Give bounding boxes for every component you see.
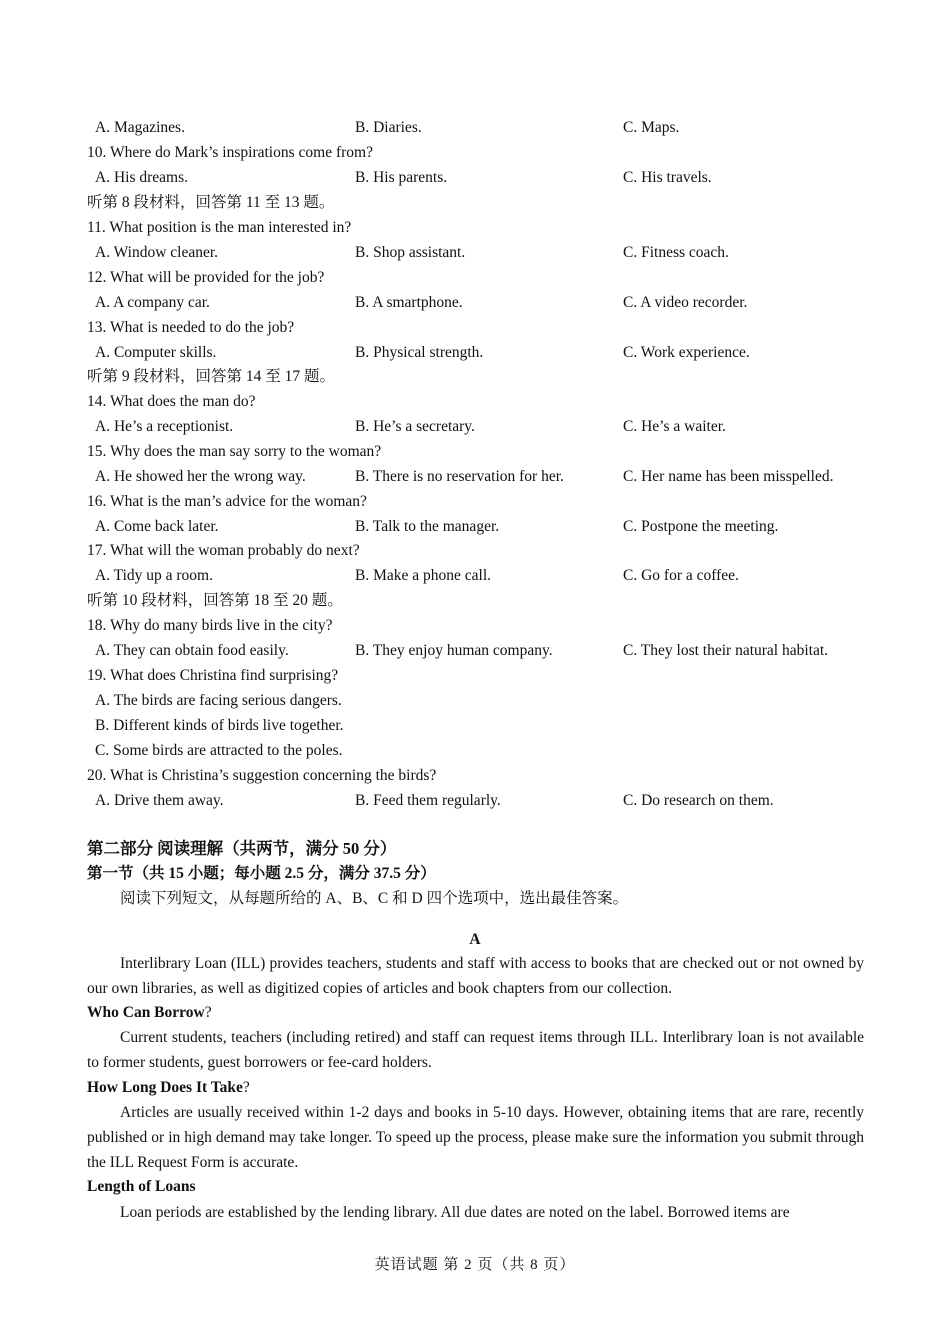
option-b: B. Shop assistant. (355, 244, 466, 261)
option-b: B. A smartphone. (355, 294, 463, 311)
option-b: B. Different kinds of birds live together. (95, 717, 344, 734)
material-header: 听第 10 段材料，回答第 18 至 20 题。 (87, 592, 343, 609)
option-a: A. Window cleaner. (95, 244, 219, 261)
subheading-text: How Long Does It Take (87, 1079, 243, 1096)
option-a: A. He’s a receptionist. (95, 418, 234, 435)
paragraph: Articles are usually received within 1-2 days and books in 5-10 days. However, obtaining items that are rare, recently published or in high demand may take longer. To speed up the process, please make sure the information you submit through the ILL Request Form is accurate. (87, 1104, 864, 1171)
paragraph: Loan periods are established by the lending library. All due dates are noted on the label. Borrowed items are (120, 1204, 790, 1221)
question-text: 14. What does the man do? (87, 393, 256, 410)
option-b: B. Feed them regularly. (355, 792, 501, 809)
option-a: A. The birds are facing serious dangers. (95, 692, 342, 709)
option-a: A. Come back later. (95, 518, 219, 535)
question-text: 17. What will the woman probably do next? (87, 542, 360, 559)
question-text: 19. What does Christina find surprising? (87, 667, 339, 684)
option-a: A. A company car. (95, 294, 210, 311)
subheading-punct: ? (242, 1079, 250, 1096)
material-header: 听第 9 段材料，回答第 14 至 17 题。 (87, 368, 336, 385)
option-c: C. Fitness coach. (623, 244, 729, 261)
section-title: 第一节（共 15 小题；每小题 2.5 分，满分 37.5 分） (87, 865, 436, 882)
option-c: C. A video recorder. (623, 294, 748, 311)
option-c: C. His travels. (623, 169, 712, 186)
option-b: B. There is no reservation for her. (355, 468, 564, 485)
option-b: B. His parents. (355, 169, 448, 186)
option-b: B. Physical strength. (355, 344, 484, 361)
option-c: C. Postpone the meeting. (623, 518, 779, 535)
question-text: 10. Where do Mark’s inspirations come from? (87, 144, 373, 161)
subheading-punct: ? (204, 1004, 212, 1021)
question-text: 18. Why do many birds live in the city? (87, 617, 333, 634)
option-c: C. Do research on them. (623, 792, 774, 809)
option-a: A. Drive them away. (95, 792, 224, 809)
option-a: A. His dreams. (95, 169, 188, 186)
option-a: A. They can obtain food easily. (95, 642, 289, 659)
question-text: 15. Why does the man say sorry to the woman? (87, 443, 382, 460)
page-footer: 英语试题 第 2 页（共 8 页） (374, 1257, 576, 1273)
option-c: C. Maps. (623, 119, 680, 136)
option-a: A. Computer skills. (95, 344, 217, 361)
question-text: 13. What is needed to do the job? (87, 319, 295, 336)
subheading-text: Who Can Borrow (87, 1004, 205, 1021)
option-c: C. Work experience. (623, 344, 750, 361)
option-b: B. Make a phone call. (355, 567, 492, 584)
option-a: A. He showed her the wrong way. (95, 468, 306, 485)
subheading (87, 1078, 250, 1098)
question-text: 12. What will be provided for the job? (87, 269, 325, 286)
question-text: 16. What is the man’s advice for the woman? (87, 493, 367, 510)
option-c: C. Some birds are attracted to the poles. (95, 742, 343, 759)
option-c: C. They lost their natural habitat. (623, 642, 829, 659)
option-a: A. Tidy up a room. (95, 567, 213, 584)
option-c: C. Her name has been misspelled. (623, 468, 834, 485)
paragraph: Current students, teachers (including retired) and staff can request items through ILL. Interlibrary loan is not available to former students, guest borrowers or fee-card holders. (87, 1029, 864, 1071)
subheading: Length of Loans (87, 1178, 196, 1195)
paragraph: Interlibrary Loan (ILL) provides teachers, students and staff with access to books that are checked out or not owned by our own libraries, as well as digitized copies of articles and book chapters from our collection. (87, 955, 864, 997)
option-a: A. Magazines. (95, 119, 185, 136)
option-c: C. He’s a waiter. (623, 418, 726, 435)
option-b: B. They enjoy human company. (355, 642, 553, 659)
question-text: 20. What is Christina’s suggestion concerning the birds? (87, 767, 437, 784)
part-title: 第二部分 阅读理解（共两节，满分 50 分） (87, 839, 397, 858)
option-b: B. Diaries. (355, 119, 422, 136)
material-header: 听第 8 段材料，回答第 11 至 13 题。 (87, 194, 335, 211)
instruction-text: 阅读下列短文，从每题所给的 A、B、C 和 D 四个选项中，选出最佳答案。 (120, 890, 629, 907)
option-b: B. He’s a secretary. (355, 418, 475, 435)
passage-label: A (469, 931, 481, 948)
option-c: C. Go for a coffee. (623, 567, 739, 584)
question-text: 11. What position is the man interested in? (87, 219, 352, 236)
subheading (87, 1003, 212, 1023)
option-b: B. Talk to the manager. (355, 518, 500, 535)
